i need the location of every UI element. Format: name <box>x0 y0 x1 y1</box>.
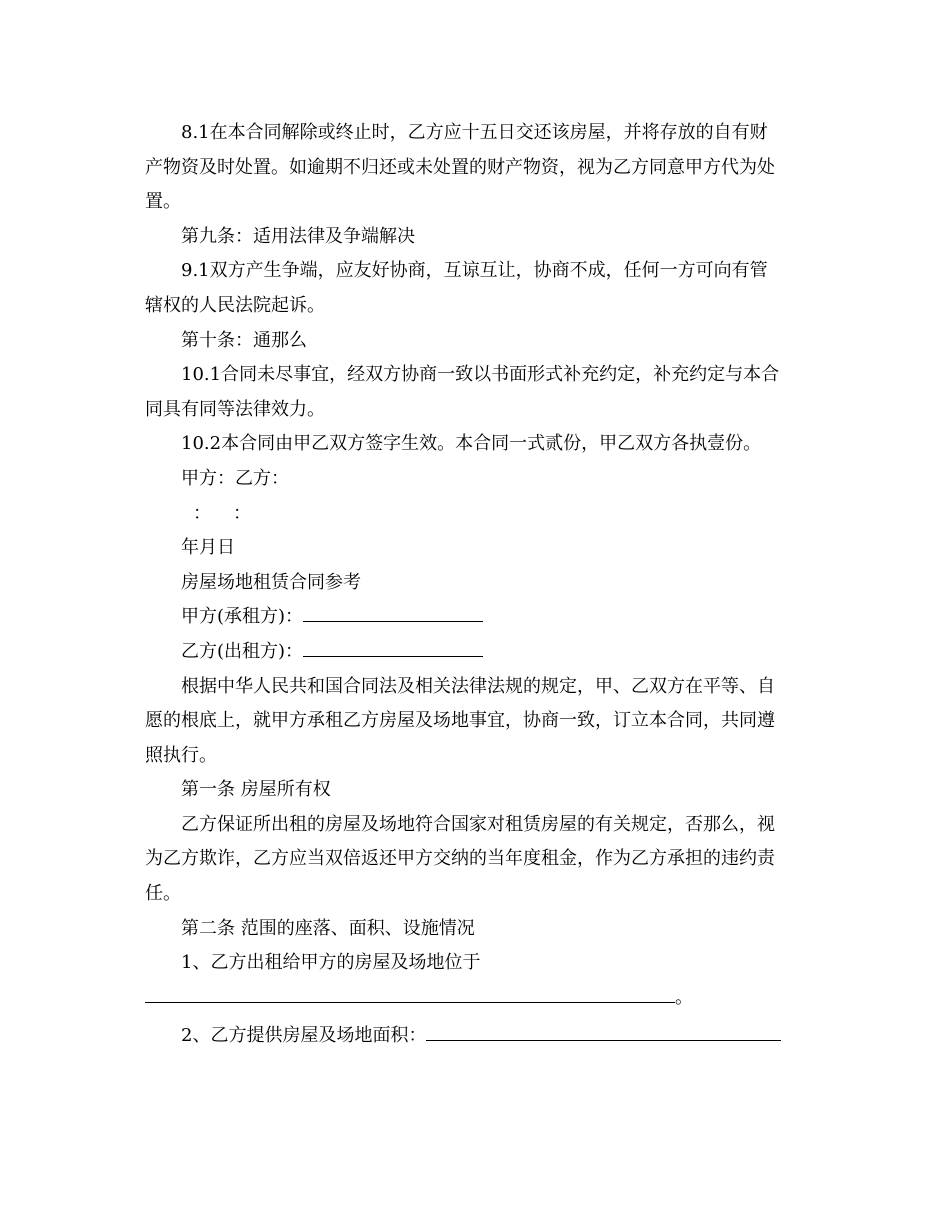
signature-parties: 甲方：乙方： <box>181 467 289 489</box>
colon-b: ： <box>233 502 251 524</box>
paragraph-line: 9.1双方产生争端，应友好协商，互谅互让，协商不成，任何一方可向有管 <box>181 260 768 282</box>
paragraph-line: 乙方保证所出租的房屋及场地符合国家对租赁房屋的有关规定，否那么，视 <box>181 813 775 835</box>
party-a-blank[interactable] <box>303 605 483 622</box>
paragraph-line: 为乙方欺诈，乙方应当双倍返还甲方交纳的当年度租金，作为乙方承担的违约责 <box>145 848 775 870</box>
location-end: 。 <box>675 986 693 1008</box>
section-heading: 第十条：通那么 <box>181 329 307 351</box>
paragraph-line: 10.1合同未尽事宜，经双方协商一致以书面形式补充约定，补充约定与本合 <box>181 364 780 386</box>
paragraph-line: 8.1在本合同解除或终止时，乙方应十五日交还该房屋，并将存放的自有财 <box>181 122 768 143</box>
paragraph-line: 置。 <box>145 191 181 213</box>
section-heading: 第二条 范围的座落、面积、设施情况 <box>181 917 475 939</box>
paragraph-line: 任。 <box>145 883 181 905</box>
section-heading: 第一条 房屋所有权 <box>181 779 331 801</box>
paragraph-line: 愿的根底上，就甲方承租乙方房屋及场地事宜，协商一致，订立本合同，共同遵 <box>145 710 775 732</box>
paragraph-line: 10.2本合同由甲乙双方签字生效。本合同一式贰份，甲乙双方各执壹份。 <box>181 433 762 455</box>
area-line <box>145 1019 805 1054</box>
paragraph-line: 根据中华人民共和国合同法及相关法律法规的规定，甲、乙双方在平等、自 <box>181 675 775 697</box>
paragraph-line: 1、乙方出租给甲方的房屋及场地位于 <box>181 952 481 974</box>
paragraph-line: 同具有同等法律效力。 <box>145 398 325 420</box>
paragraph-line: 辖权的人民法院起诉。 <box>145 294 325 316</box>
section-heading: 第九条：适用法律及争端解决 <box>181 225 415 247</box>
party-a-line <box>145 600 805 635</box>
document-subtitle: 房屋场地租赁合同参考 <box>181 571 361 593</box>
paragraph-line: 产物资及时处置。如逾期不归还或未处置的财产物资，视为乙方同意甲方代为处 <box>145 156 775 178</box>
area-blank[interactable] <box>426 1024 781 1041</box>
location-line <box>145 981 805 1016</box>
party-b-line <box>145 635 805 670</box>
party-b-label: 乙方(出租方)： <box>181 640 304 662</box>
party-a-label: 甲方(承租方)： <box>181 606 304 628</box>
date-line: 年月日 <box>181 537 235 559</box>
contract-page <box>145 116 805 1054</box>
location-blank[interactable] <box>145 986 675 1003</box>
signature-colons <box>145 497 805 532</box>
area-label: 2、乙方提供房屋及场地面积： <box>181 1025 427 1047</box>
paragraph-line: 照执行。 <box>145 744 217 766</box>
party-b-blank[interactable] <box>303 640 483 657</box>
colon-a: ： <box>193 502 211 524</box>
